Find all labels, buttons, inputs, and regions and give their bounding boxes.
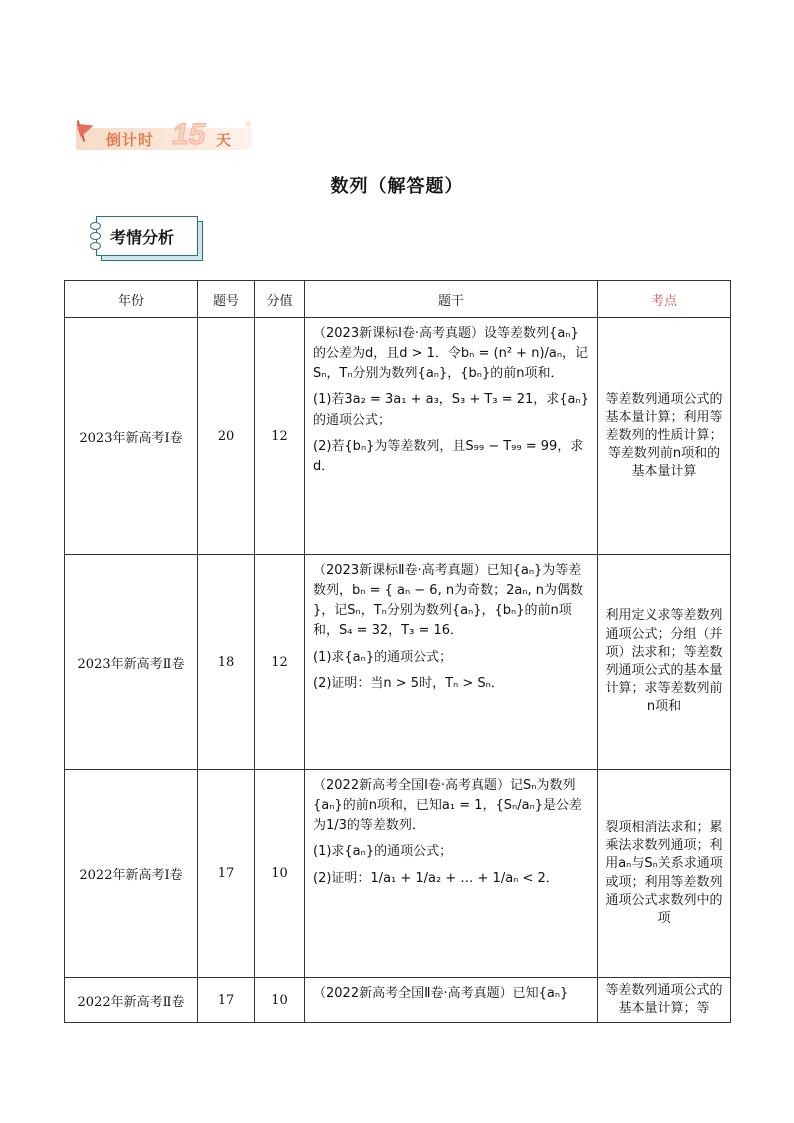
cell-stem	[305, 318, 598, 555]
stem-line: (2)证明：1/a₁ + 1/a₂ + … + 1/aₙ < 2．	[313, 870, 559, 886]
cell-stem	[305, 555, 598, 770]
cell-stem	[305, 978, 598, 1023]
cell-num: 17	[198, 770, 255, 978]
table-header-row	[65, 281, 731, 318]
cell-stem	[305, 770, 598, 978]
col-header-num: 题号	[198, 281, 255, 318]
cell-score: 10	[255, 978, 305, 1023]
stem-line: （2023新课标Ⅱ卷·高考真题）已知{aₙ}为等差数列，bₙ = { aₙ − 6, n为奇数；2aₙ, n为偶数 }，记Sₙ，Tₙ分别为数列{aₙ}，{bₙ}的前n项和，S₄ = 32，T₃ = 16．	[313, 563, 583, 639]
binder-ring-icon	[90, 242, 101, 250]
stem-line: (2)若{bₙ}为等差数列，且S₉₉ − T₉₉ = 99，求d．	[313, 438, 584, 474]
exam-analysis-table	[64, 280, 731, 1023]
badge-suffix: 天	[216, 131, 232, 149]
stem-line: (1)求{aₙ}的通项公式；	[313, 649, 453, 665]
cell-year: 2022年新高考Ⅱ卷	[65, 978, 198, 1023]
cell-score: 12	[255, 318, 305, 555]
stem-line: (1)求{aₙ}的通项公式；	[313, 844, 453, 860]
sparkle-icon: ✧	[244, 120, 253, 131]
binder-ring-icon	[90, 232, 101, 240]
stem-line: (1)若3a₂ = 3a₁ + a₃，S₃ + T₃ = 21，求{aₙ}的通项公式；	[313, 392, 589, 428]
table-row	[65, 770, 731, 978]
cell-num: 20	[198, 318, 255, 555]
stem-line: (2)证明：当n > 5时，Tₙ > Sₙ．	[313, 675, 504, 691]
col-header-points: 考点	[598, 281, 731, 318]
stem-line: （2022新高考全国Ⅱ卷·高考真题）已知{aₙ}	[313, 986, 569, 1001]
col-header-score: 分值	[255, 281, 305, 318]
cell-num: 17	[198, 978, 255, 1023]
page-title: 数列（解答题）	[330, 176, 464, 197]
cell-num: 18	[198, 555, 255, 770]
col-header-year: 年份	[65, 281, 198, 318]
cell-points: 等差数列通项公式的基本量计算；等	[598, 978, 731, 1023]
table-row	[65, 318, 731, 555]
badge-text: 倒计时	[106, 131, 155, 149]
section-label: 考情分析	[110, 228, 175, 247]
table-row	[65, 555, 731, 770]
cell-points: 等差数列通项公式的基本量计算；利用等差数列的性质计算；等差数列前n项和的基本量计算	[598, 318, 731, 555]
cell-year: 2023年新高考Ⅱ卷	[65, 555, 198, 770]
cell-score: 12	[255, 555, 305, 770]
section-header	[96, 216, 204, 260]
col-header-stem: 题干	[305, 281, 598, 318]
cell-score: 10	[255, 770, 305, 978]
stem-line: （2022新高考全国Ⅰ卷·高考真题）记Sₙ为数列{aₙ}的前n项和，已知a₁ = 1，{Sₙ/aₙ}是公差为1/3的等差数列．	[313, 778, 583, 834]
cell-year: 2022年新高考Ⅰ卷	[65, 770, 198, 978]
binder-ring-icon	[90, 222, 101, 230]
cell-points: 裂项相消法求和；累乘法求数列通项；利用aₙ与Sₙ关系求通项或项；利用等差数列通项公式求数列中的项	[598, 770, 731, 978]
cell-year: 2023年新高考Ⅰ卷	[65, 318, 198, 555]
table-row	[65, 978, 731, 1023]
cell-points: 利用定义求等差数列通项公式；分组（并项）法求和；等差数列通项公式的基本量计算；求等差数列前n项和	[598, 555, 731, 770]
stem-line: （2023新课标Ⅰ卷·高考真题）设等差数列{aₙ}的公差为d，且d > 1．令bₙ = (n² + n)/aₙ，记Sₙ，Tₙ分别为数列{aₙ}，{bₙ}的前n项和．	[313, 326, 589, 382]
badge-number: 15	[172, 118, 206, 151]
countdown-badge	[76, 116, 256, 152]
